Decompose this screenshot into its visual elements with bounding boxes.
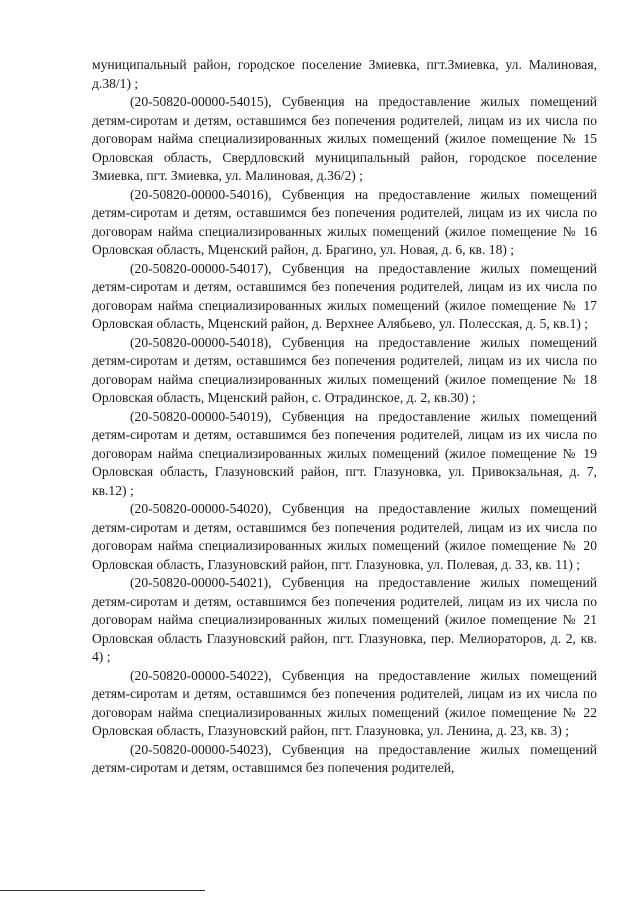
document-body <box>92 56 597 778</box>
paragraph-subvention-54016: (20-50820-00000-54016), Субвенция на предоставление жилых помещений детям-сиротам и детям, оставшимся без попечения родителей, лицам из их числа по договорам найма специализированных жилых помещений (жилое помещение № 16 Орловская область, Мценский район, д. Брагино, ул. Новая, д. 6, кв. 18) ; <box>92 186 597 257</box>
paragraph-subvention-54022: (20-50820-00000-54022), Субвенция на предоставление жилых помещений детям-сиротам и детям, оставшимся без попечения родителей, лицам из их числа по договорам найма специализированных жилых помещений (жилое помещение № 22 Орловская область, Глазуновский район, пгт. Глазуновка, ул. Ленина, д. 23, кв. 3) ; <box>92 667 597 738</box>
paragraph-subvention-54017: (20-50820-00000-54017), Субвенция на предоставление жилых помещений детям-сиротам и детям, оставшимся без попечения родителей, лицам из их числа по договорам найма специализированных жилых помещений (жилое помещение № 17 Орловская область, Мценский район, д. Верхнее Алябьево, ул. Полесская, д. 5, кв.1) ; <box>92 260 597 331</box>
paragraph-subvention-54018: (20-50820-00000-54018), Субвенция на предоставление жилых помещений детям-сиротам и детям, оставшимся без попечения родителей, лицам из их числа по договорам найма специализированных жилых помещений (жилое помещение № 18 Орловская область, Мценский район, с. Отрадинское, д. 2, кв.30) ; <box>92 334 597 405</box>
footer-divider <box>0 890 205 891</box>
paragraph-continuation: муниципальный район, городское поселение Змиевка, пгт.Змиевка, ул. Малиновая, д.38/1) ; <box>92 57 597 91</box>
paragraph-subvention-54021: (20-50820-00000-54021), Субвенция на предоставление жилых помещений детям-сиротам и детям, оставшимся без попечения родителей, лицам из их числа по договорам найма специализированных жилых помещений (жилое помещение № 21 Орловская область Глазуновский район, пгт. Глазуновка, пер. Мелиораторов, д. 2, кв. 4) ; <box>92 575 597 664</box>
paragraph-subvention-54019: (20-50820-00000-54019), Субвенция на предоставление жилых помещений детям-сиротам и детям, оставшимся без попечения родителей, лицам из их числа по договорам найма специализированных жилых помещений (жилое помещение № 19 Орловская область, Глазуновский район, пгт. Глазуновка, ул. Привокзальная, д. 7, кв.12) ; <box>92 408 597 498</box>
paragraph-subvention-54023: (20-50820-00000-54023), Субвенция на предоставление жилых помещений детям-сиротам и детям, оставшимся без попечения родителей, <box>92 741 597 775</box>
paragraph-subvention-54015: (20-50820-00000-54015), Субвенция на предоставление жилых помещений детям-сиротам и детям, оставшимся без попечения родителей, лицам из их числа по договорам найма специализированных жилых помещений (жилое помещение № 15 Орловская область, Свердловский муниципальный район, городское поселение Змиевка, пгт. Змиевка, ул. Малиновая, д.36/2) ; <box>92 94 597 183</box>
paragraph-subvention-54020: (20-50820-00000-54020), Субвенция на предоставление жилых помещений детям-сиротам и детям, оставшимся без попечения родителей, лицам из их числа по договорам найма специализированных жилых помещений (жилое помещение № 20 Орловская область, Глазуновский район, пгт. Глазуновка, ул. Полевая, д. 33, кв. 11) ; <box>92 501 597 572</box>
